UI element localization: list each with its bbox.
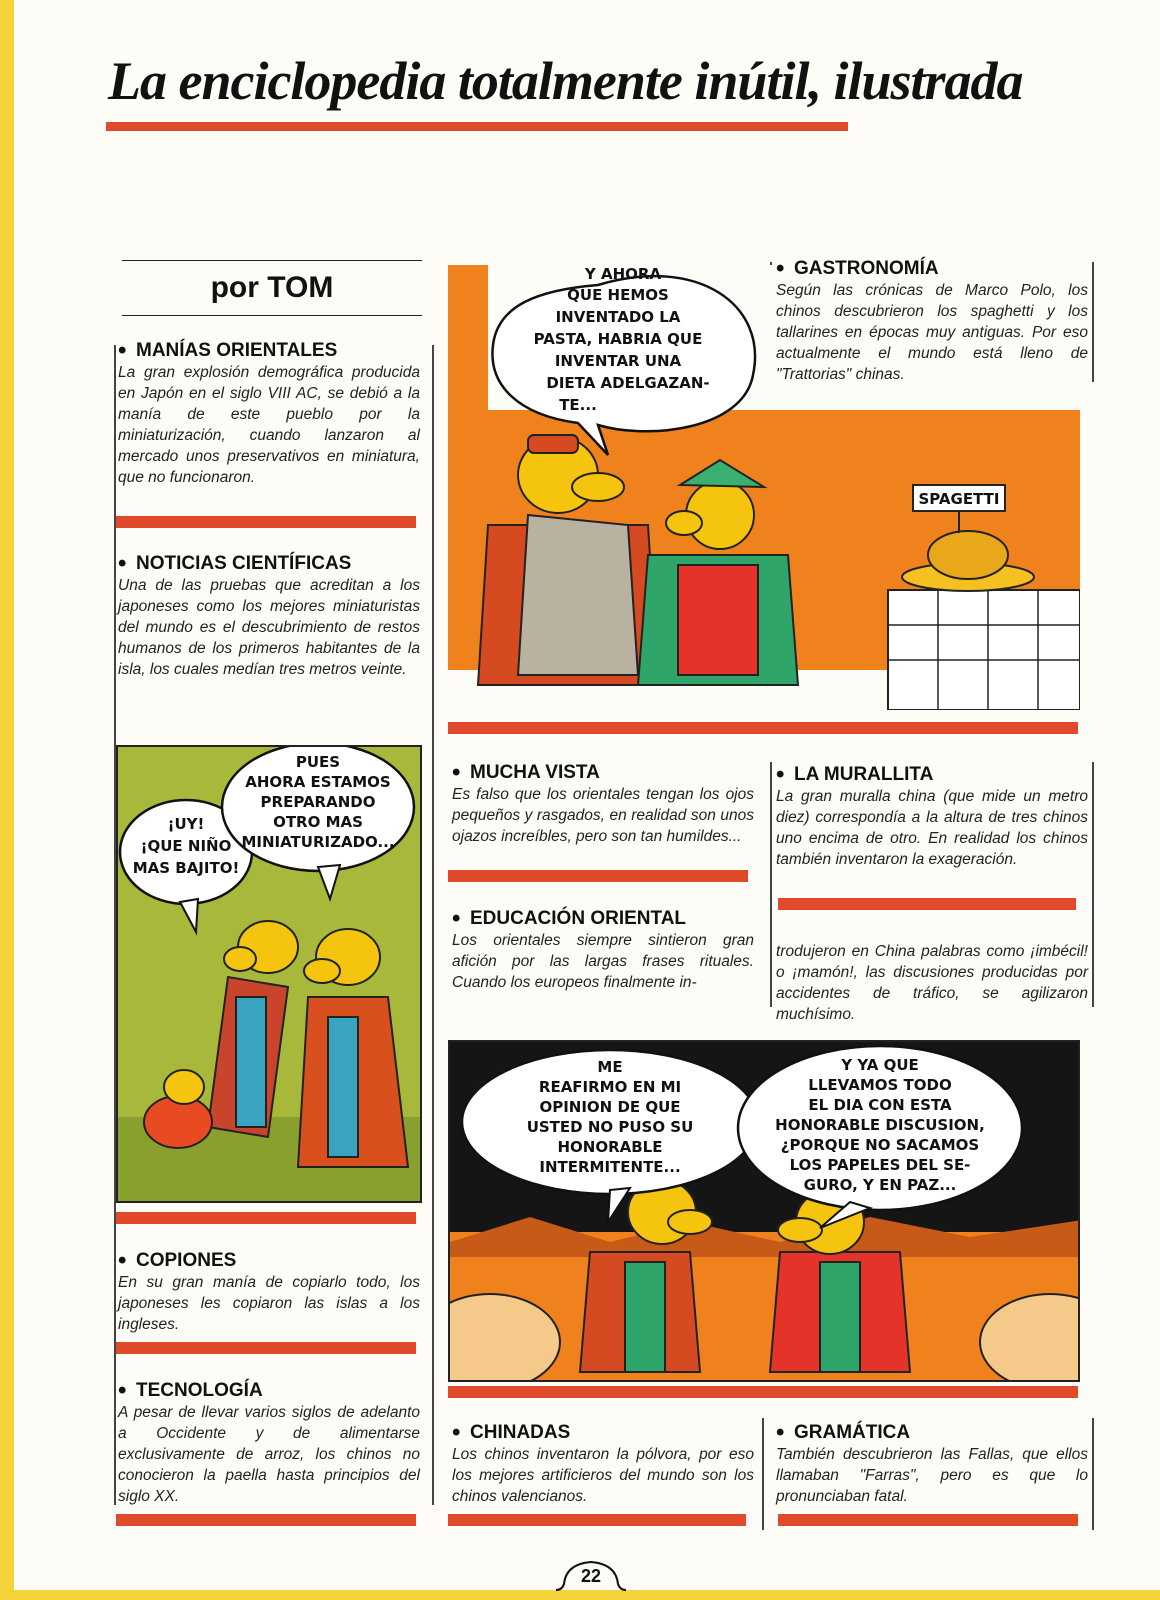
speech-line: ¡QUE NIÑO xyxy=(140,837,232,855)
article-heading: • GRAMÁTICA xyxy=(776,1422,1088,1443)
article-chinadas xyxy=(452,1422,754,1507)
article-heading: • NOTICIAS CIENTÍFICAS xyxy=(118,553,420,574)
divider-bar xyxy=(448,870,748,882)
column-divider xyxy=(770,762,772,1007)
divider-bar xyxy=(778,1514,1078,1526)
speech-line: Y AHORA xyxy=(584,265,662,283)
article-heading: • GASTRONOMÍA xyxy=(776,258,1088,279)
column-divider xyxy=(1092,262,1094,382)
speech-line: ¡UY! xyxy=(167,815,205,833)
speech-line: AHORA ESTAMOS xyxy=(245,773,391,791)
divider-bar xyxy=(448,1386,1078,1398)
speech-line: HONORABLE DISCUSION, xyxy=(775,1116,985,1134)
article-text: Según las crónicas de Marco Polo, los chinos descubrieron los spaghetti y los tallarines en épocas muy antiguas. Por eso actualmente el mundo está lleno de "Trattorias" chinas. xyxy=(776,282,1088,383)
page-number: 22 xyxy=(580,1565,602,1586)
speech-line: TE... xyxy=(559,396,597,414)
speech-line: LLEVAMOS TODO xyxy=(808,1076,952,1094)
article-text: A pesar de llevar varios siglos de adelanto a Occidente y de alimentarse exclusivamente de arroz, los chinos no conocieron la paella hasta principios del siglo XX. xyxy=(118,1404,420,1505)
byline: por TOM xyxy=(122,260,422,316)
speech-line: HONORABLE xyxy=(557,1138,663,1156)
speech-line: INVENTAR UNA xyxy=(554,352,682,370)
article-text: También descubrieron las Fallas, que ellos llamaban "Farras", pero es que lo pronunciaban fatal. xyxy=(776,1446,1088,1505)
speech-line: INTERMITENTE... xyxy=(539,1158,681,1176)
article-heading: • EDUCACIÓN ORIENTAL xyxy=(452,908,754,929)
article-text: trodujeron en China palabras como ¡imbécil! o ¡mamón!, las discusiones producidas por accidentes de tráfico, se agilizaron muchísimo. xyxy=(776,943,1088,1023)
article-heading: • COPIONES xyxy=(118,1250,420,1271)
article-educacion xyxy=(452,908,754,993)
article-tecnologia xyxy=(118,1380,420,1507)
article-text: Los orientales siempre sintieron gran afición por las largas frases rituales. Cuando los europeos finalmente in- xyxy=(452,932,754,991)
article-heading: • MUCHA VISTA xyxy=(452,762,754,783)
article-heading: • MANÍAS ORIENTALES xyxy=(118,340,420,361)
speech-line: LOS PAPELES DEL SE- xyxy=(789,1156,971,1174)
column-divider xyxy=(762,1418,764,1530)
spaghetti-sign: SPAGETTI xyxy=(918,490,1000,508)
divider-bar xyxy=(116,1212,416,1224)
article-text: La gran explosión demográfica producida en Japón en el siglo VIII AC, se debió a la manía de este pueblo por la miniaturización, cuando lanzaron al mercado unos preservativos en miniatura, que no funcionaron. xyxy=(118,364,420,486)
divider-bar xyxy=(448,722,1078,734)
speech-line: QUE HEMOS xyxy=(567,286,669,304)
speech-line: DIETA ADELGAZAN- xyxy=(546,374,710,392)
divider-bar xyxy=(778,898,1076,910)
speech-line: OTRO MAS xyxy=(273,813,363,831)
speech-line: GURO, Y EN PAZ... xyxy=(803,1176,957,1194)
column-divider xyxy=(1092,762,1094,1007)
article-text: En su gran manía de copiarlo todo, los japoneses les copiaron las islas a los ingleses. xyxy=(118,1274,420,1333)
article-gramatica xyxy=(776,1422,1088,1507)
page-title: La enciclopedia totalmente inútil, ilustrada xyxy=(108,51,1023,111)
article-heading: • TECNOLOGÍA xyxy=(118,1380,420,1401)
comic-illustration xyxy=(118,747,422,1203)
article-educacion-continued xyxy=(776,940,1088,1025)
speech-line: EL DIA CON ESTA xyxy=(808,1096,952,1114)
article-manias xyxy=(118,340,420,488)
speech-line: REAFIRMO EN MI xyxy=(538,1078,682,1096)
article-mucha-vista xyxy=(452,762,754,847)
divider-bar xyxy=(448,1514,746,1526)
article-text: Una de las pruebas que acreditan a los japoneses como los mejores miniaturistas del mundo es el descubrimiento de restos humanos de los primeros habitantes de la isla, los cuales medían tres metros veinte. xyxy=(118,577,420,678)
article-heading: • LA MURALLITA xyxy=(776,764,1088,785)
article-gastronomia xyxy=(776,258,1088,385)
article-text: Los chinos inventaron la pólvora, por eso los mejores artificieros del mundo son los chinos valencianos. xyxy=(452,1446,754,1505)
speech-line: PREPARANDO xyxy=(260,793,376,811)
speech-line: MINIATURIZADO... xyxy=(241,833,395,851)
comic-panel-bajito xyxy=(116,745,422,1203)
speech-line: USTED NO PUSO SU xyxy=(526,1118,694,1136)
speech-line: INVENTADO LA xyxy=(555,308,681,326)
speech-line: Y YA QUE xyxy=(841,1056,919,1074)
article-noticias xyxy=(118,553,420,680)
article-text: Es falso que los orientales tengan los ojos pequeños y rasgados, en realidad son unos ojazos increíbles, pero son tan humildes... xyxy=(452,786,754,845)
speech-line: PASTA, HABRIA QUE xyxy=(533,330,703,348)
article-heading: • CHINADAS xyxy=(452,1422,754,1443)
column-divider xyxy=(1092,1418,1094,1530)
divider-bar xyxy=(116,516,416,528)
title-rule xyxy=(106,122,848,131)
comic-panel-discusion xyxy=(448,1040,1080,1382)
comic-illustration xyxy=(450,1042,1080,1382)
speech-line: ¿PORQUE NO SACAMOS xyxy=(780,1136,980,1154)
divider-bar xyxy=(116,1342,416,1354)
article-text: La gran muralla china (que mide un metro diez) correspondía a la altura de tres chinos uno encima de otro. En realidad los chinos también inventaron la exageración. xyxy=(776,788,1088,868)
speech-line: OPINION DE QUE xyxy=(539,1098,681,1116)
speech-line: MAS BAJITO! xyxy=(132,859,240,877)
speech-line: ME xyxy=(597,1058,623,1076)
column-divider xyxy=(432,345,434,1505)
article-murallita xyxy=(776,764,1088,870)
article-copiones xyxy=(118,1250,420,1335)
divider-bar xyxy=(116,1514,416,1526)
speech-line: PUES xyxy=(295,753,341,771)
